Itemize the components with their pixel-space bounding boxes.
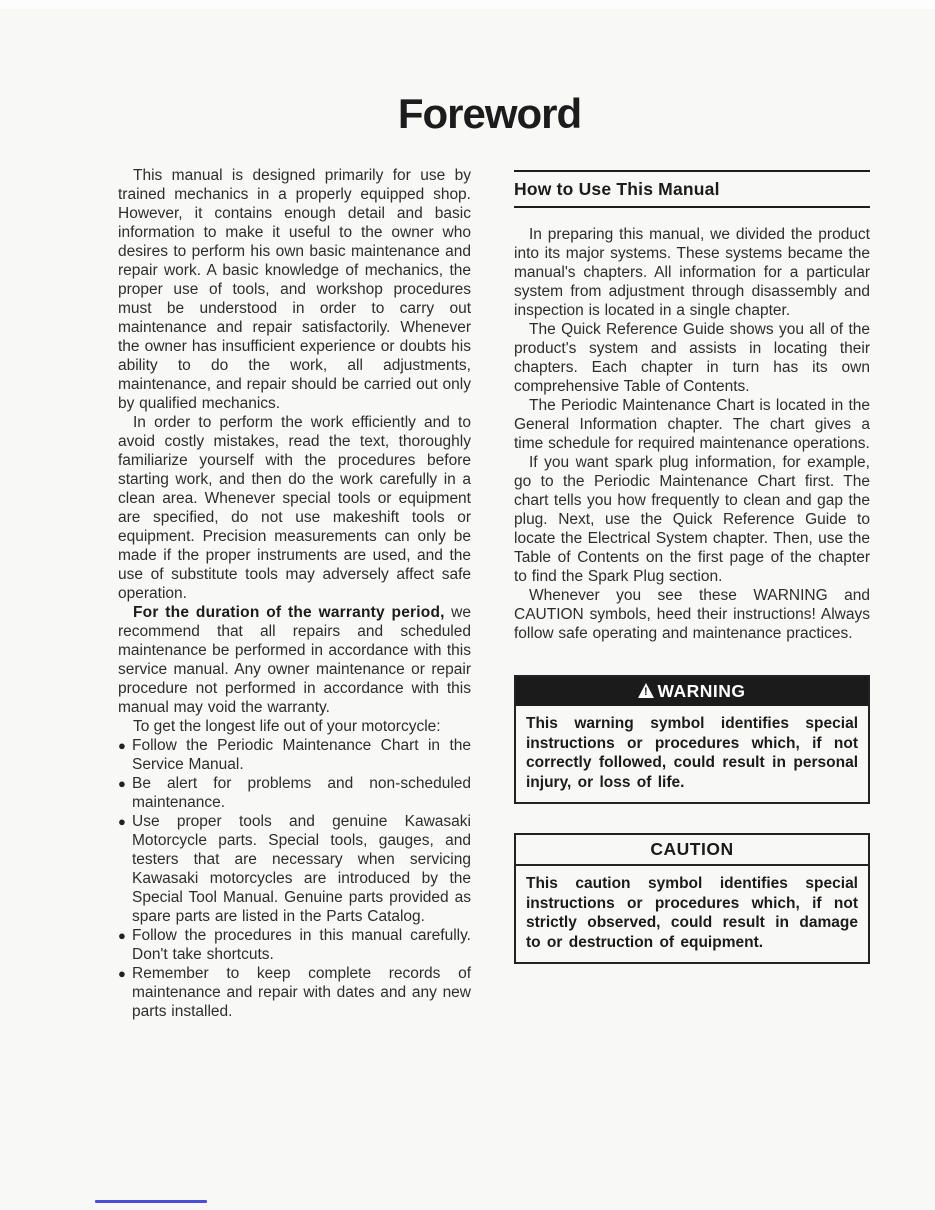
intro-paragraph: This manual is designed primarily for use by trained mechanics in a properly equipped shop. However, it contains enough detail and basic information to make it useful to the owner who desires to perform his own basic maintenance and repair work. A basic knowledge of mechanics, the proper use of tools, and workshop procedures must be understood in order to carry out maintenance and repair satisfactorily. Whenever the owner has insufficient experience or doubts his ability to do the work, all adjustments, maintenance, and repair should be carried out only by qualified mechanics. xyxy=(118,167,471,412)
work-efficiency-paragraph: In order to perform the work efficiently and to avoid costly mistakes, read the text, thoroughly familiarize yourself with the procedures before starting work, and then do the work carefully in a clean area. Whenever special tools or equipment are specified, do not use makeshift tools or equipment. Precision measurements can only be made if the proper instruments are used, and the use of substitute tools may adversely affect safe operation. xyxy=(118,414,471,602)
list-item-text: Follow the Periodic Maintenance Chart in the Service Manual. xyxy=(132,737,471,773)
warning-box-header xyxy=(516,677,868,706)
list-item-text: Use proper tools and genuine Kawasaki Motorcycle parts. Special tools, gauges, and testers that are necessary when servicing Kawasaki motorcycles are introduced by the Special Tool Manual. Genuine parts provided as spare parts are listed in the Parts Catalog. xyxy=(132,813,471,925)
bullet-icon: ● xyxy=(118,738,126,753)
caution-box-body: This caution symbol identifies special instructions or procedures which, if not strictly observed, could result in damage to or destruction of equipment. xyxy=(526,875,858,951)
bullet-icon: ● xyxy=(118,776,126,791)
list-intro: To get the longest life out of your motorcycle: xyxy=(133,718,441,735)
caution-box xyxy=(514,833,870,964)
paragraph-systems: In preparing this manual, we divided the product into its major systems. These systems became the manual's chapters. All information for a particular system from adjustment through disassembly and inspection is located in a single chapter. xyxy=(514,226,870,319)
warranty-paragraph xyxy=(118,603,471,717)
page-title: Foreword xyxy=(397,90,582,138)
bottom-blue-mark xyxy=(95,1200,207,1203)
warranty-rest: we recommend that all repairs and scheduled maintenance be performed in accordance with this service manual. Any owner maintenance or repair procedure not performed in accordance with this manual may void the warranty. xyxy=(118,604,471,716)
warning-box-body: This warning symbol identifies special instructions or procedures which, if not correctly followed, could result in personal injury, or loss of life. xyxy=(526,715,858,791)
warning-triangle-icon xyxy=(638,683,654,698)
list-item-text: Be alert for problems and non-scheduled maintenance. xyxy=(132,775,471,811)
list-item xyxy=(118,812,471,926)
section-heading-how-to-use: How to Use This Manual xyxy=(514,170,870,208)
list-item xyxy=(118,774,471,812)
paragraph-spark-plug-example: If you want spark plug information, for example, go to the Periodic Maintenance Chart first. The chart tells you how frequently to clean and gap the plug. Next, use the Quick Reference Guide to locate the Electrical System chapter. Then, use the Table of Contents on the first page of the chapter to find the Spark Plug section. xyxy=(514,454,870,585)
list-item xyxy=(118,736,471,774)
caution-box-title: CAUTION xyxy=(650,839,734,859)
list-item-text: Remember to keep complete records of maintenance and repair with dates and any new parts installed. xyxy=(132,965,471,1020)
caution-box-header xyxy=(516,835,868,866)
left-column xyxy=(118,166,471,1021)
warning-box xyxy=(514,675,870,804)
list-item-text: Follow the procedures in this manual carefully. Don't take shortcuts. xyxy=(132,927,471,963)
paragraph-periodic-maintenance: The Periodic Maintenance Chart is located in the General Information chapter. The chart gives a time schedule for required maintenance operations. xyxy=(514,397,870,452)
bullet-icon: ● xyxy=(118,928,126,943)
list-item xyxy=(118,964,471,1021)
warning-box-title: WARNING xyxy=(657,681,746,701)
paragraph-symbols: Whenever you see these WARNING and CAUTION symbols, heed their instructions! Always follow safe operating and maintenance practices. xyxy=(514,587,870,642)
right-column xyxy=(514,170,870,643)
list-item xyxy=(118,926,471,964)
maintenance-tips-list xyxy=(118,736,471,1021)
paragraph-quick-reference: The Quick Reference Guide shows you all of the product's system and assists in locating their chapters. Each chapter in turn has its own comprehensive Table of Contents. xyxy=(514,321,870,395)
warranty-bold-lead: For the duration of the warranty period, xyxy=(133,604,445,621)
bullet-icon: ● xyxy=(118,814,126,829)
bullet-icon: ● xyxy=(118,966,126,981)
scan-edge-strip xyxy=(0,0,935,9)
